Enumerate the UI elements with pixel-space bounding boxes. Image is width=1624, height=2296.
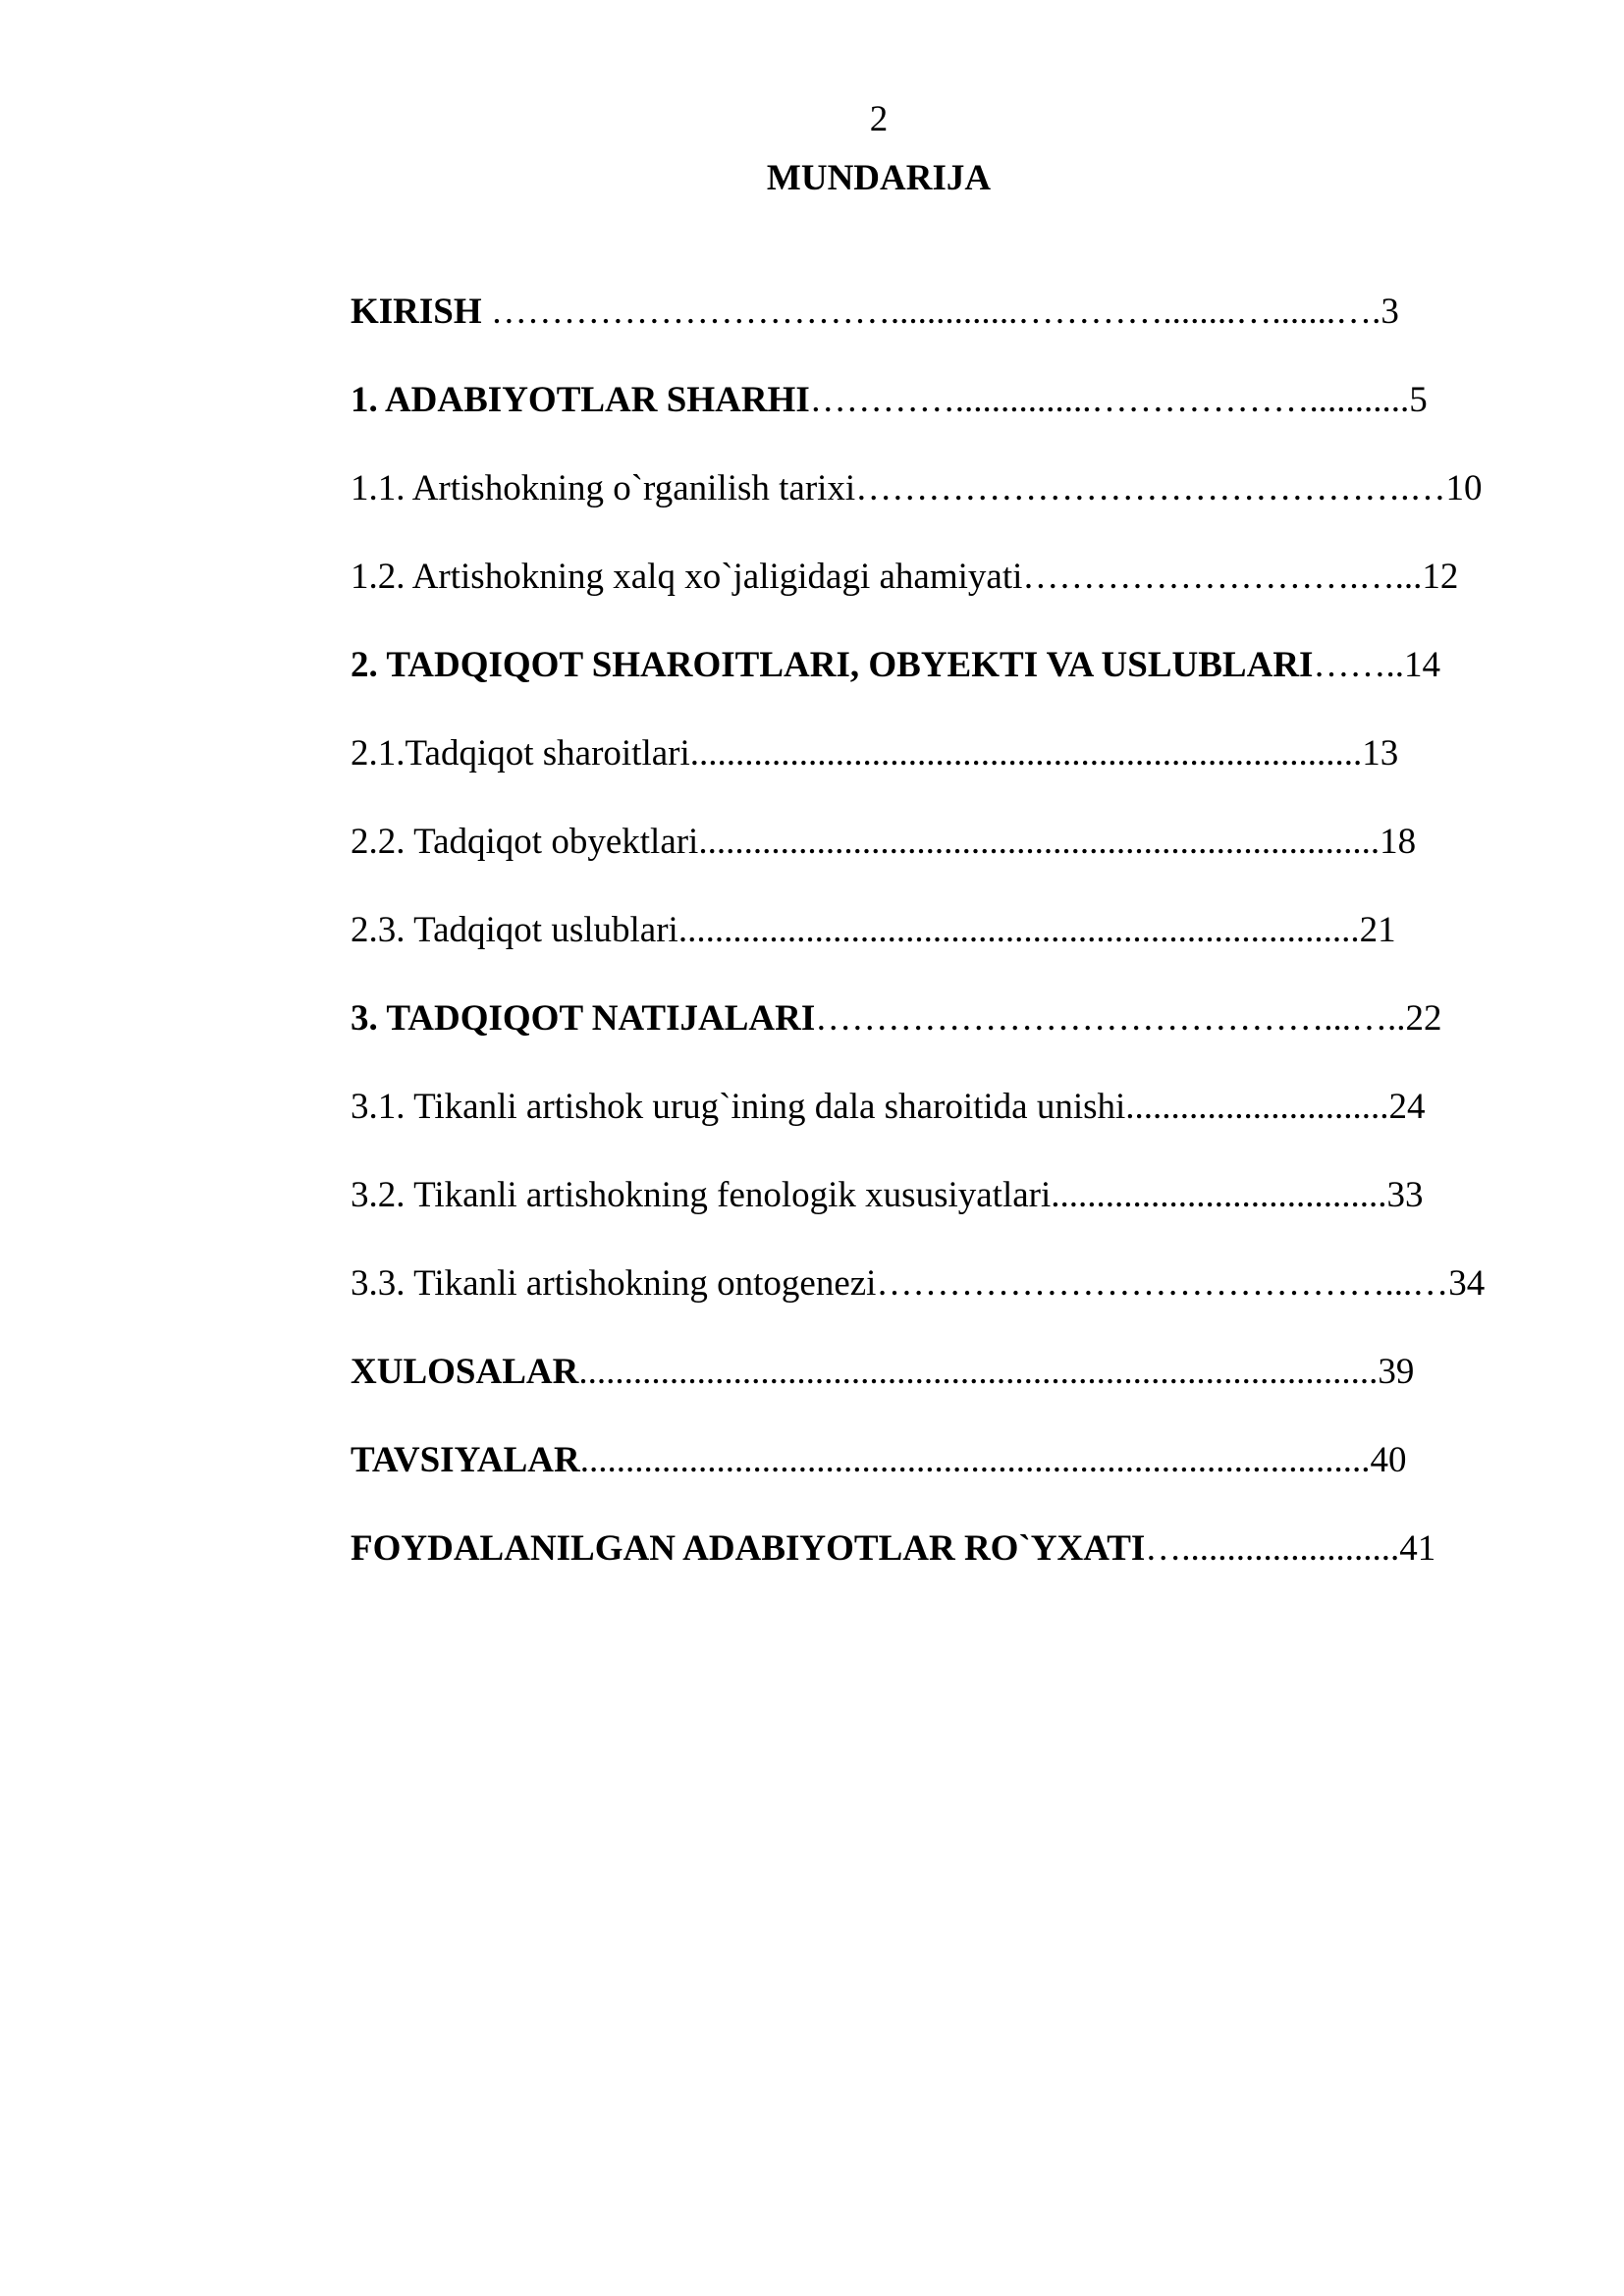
toc-entry-label: TAVSIYALAR [351, 1440, 580, 1480]
toc-entry [351, 995, 1529, 1084]
toc-entry-leader: ……………………………………...….. [815, 998, 1406, 1039]
toc-entry [351, 377, 1529, 465]
toc-entry-leader: ……………………………..............…………........….......…. [481, 292, 1381, 332]
table-of-contents [351, 289, 1529, 1614]
toc-entry-label: 3.3. Tikanli artishokning ontogenezi [351, 1263, 877, 1304]
toc-entry-page: 33 [1386, 1175, 1424, 1215]
toc-entry-page: 18 [1380, 822, 1417, 862]
toc-entry-leader: .......................................................................... [689, 733, 1363, 774]
toc-entry [351, 289, 1529, 377]
toc-entry-label: KIRISH [351, 292, 482, 332]
toc-entry [351, 1525, 1529, 1614]
toc-entry-page: 10 [1445, 468, 1483, 508]
toc-entry-leader: ............................. [1125, 1087, 1389, 1127]
toc-entry-leader: …………...............………………........... [809, 380, 1410, 420]
toc-title: MUNDARIJA [766, 158, 992, 198]
toc-entry-page: 39 [1378, 1352, 1415, 1392]
toc-entry-page: 34 [1448, 1263, 1486, 1304]
toc-entry-label: 2.3. Tadqiqot uslublari [351, 910, 678, 950]
toc-entry-leader: …….. [1313, 645, 1404, 685]
toc-entry-leader: ……………………………………….… [855, 468, 1446, 508]
toc-entry-label: 3.2. Tikanli artishokning fenologik xususiyatlari [351, 1175, 1052, 1215]
toc-entry [351, 554, 1529, 642]
toc-entry-leader: …........................ [1145, 1528, 1400, 1569]
toc-entry-page: 3 [1380, 292, 1399, 332]
toc-entry-label: 3.1. Tikanli artishok urug`ining dala sharoitida unishi [351, 1087, 1126, 1127]
page-number: 2 [869, 99, 889, 139]
toc-entry-leader: ....................................................................................... [579, 1440, 1371, 1480]
toc-entry-label: FOYDALANILGAN ADABIYOTLAR RO`YXATI [351, 1528, 1146, 1569]
toc-entry [351, 1349, 1529, 1437]
toc-entry-leader: ..................................... [1051, 1175, 1387, 1215]
toc-entry [351, 730, 1529, 819]
toc-entry-label: XULOSALAR [351, 1352, 579, 1392]
toc-entry [351, 907, 1529, 995]
toc-entry-label: 2. TADQIQOT SHAROITLARI, OBYEKTI VA USLUBLARI [351, 645, 1314, 685]
toc-entry-page: 22 [1405, 998, 1442, 1039]
toc-entry [351, 642, 1529, 730]
toc-entry-page: 12 [1422, 557, 1459, 597]
toc-entry [351, 1084, 1529, 1172]
toc-entry [351, 1260, 1529, 1349]
toc-entry [351, 1172, 1529, 1260]
toc-entry-page: 14 [1403, 645, 1440, 685]
toc-entry [351, 819, 1529, 907]
toc-entry-label: 2.2. Tadqiqot obyektlari [351, 822, 699, 862]
toc-entry-page: 21 [1359, 910, 1396, 950]
toc-entry-page: 41 [1399, 1528, 1436, 1569]
toc-entry-label: 1. ADABIYOTLAR SHARHI [351, 380, 810, 420]
toc-entry-page: 40 [1370, 1440, 1407, 1480]
toc-entry-leader: ........................................................................... [677, 910, 1360, 950]
toc-entry-page: 5 [1409, 380, 1428, 420]
toc-entry-label: 1.1. Artishokning o`rganilish tarixi [351, 468, 856, 508]
toc-entry-label: 3. TADQIQOT NATIJALARI [351, 998, 816, 1039]
toc-entry-leader: ........................................................................................ [578, 1352, 1379, 1392]
toc-entry-leader: ……………………………………...… [876, 1263, 1449, 1304]
toc-entry-page: 24 [1388, 1087, 1426, 1127]
toc-entry [351, 1437, 1529, 1525]
toc-entry-label: 2.1.Tadqiqot sharoitlari [351, 733, 690, 774]
toc-entry-leader: ……………………….…... [1022, 557, 1423, 597]
toc-entry [351, 465, 1529, 554]
toc-entry-leader: ........................................................................... [698, 822, 1380, 862]
toc-entry-page: 13 [1362, 733, 1399, 774]
toc-entry-label: 1.2. Artishokning xalq xo`jaligidagi ahamiyati [351, 557, 1023, 597]
